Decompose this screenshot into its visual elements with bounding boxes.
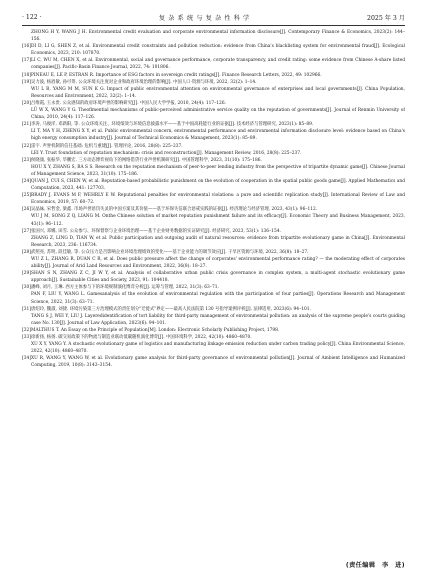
reference-item [22,192,405,206]
reference-number [22,256,31,270]
reference-number [22,213,31,227]
reference-text: 吕维霞, 王永贵. 公众感知的政府环境声誉的影响研究[J]. 中国人民大学学报, 2010, 24(4): 117–126. [31,100,226,106]
reference-text: LI C, WU M, CHEN X, et al. Environmental, social and governance performance, corporate transparency, and credit rating: some evidence from Chinese A-share listed companies[J]. Pacific-Basin Finance Journal, 2022, 74: 101806. [31,58,405,71]
reference-number: [27] [22,228,31,234]
reference-number [22,29,31,43]
reference-item [22,228,405,235]
reference-item [22,57,405,71]
reference-item [22,249,405,256]
reference-text: TANG S J, WEI Y, LIU J. Layeredidentification of tort liability for third-party management of environmental pollution: an analysis of the supreme people's courts guiding case No. 130[J]. Journal of Law Application, 2023(6): 94–101. [31,313,405,326]
issue-date: 2025 年 3 月 [367,14,405,22]
reference-number: [19] [22,79,31,85]
reference-text: ZHANG Z, LING D, TIAN W, et al. Public participation and outgoing audit of natural resources: evidence from tripartite evolutionary game in China[J]. Environmental Research, 2023, 236: 116734. [31,235,405,248]
reference-text: 张国兴, 邓娜, 田雪. 公众参与、环保督察与企业环境治理——基于企业财务数据的实证研究[J]. 经济研究, 2023, 53(1): 136–154. [31,228,281,234]
reference-item [22,72,405,79]
reference-item [22,164,405,178]
reference-text: 吴力波, 杨眉敏, 孙可哿. 公众环境关注度对企业和政府环境治理的影响[J]. 中国人口·资源与环境, 2022, 32(2): 1–14. [31,79,257,85]
reference-item [22,150,405,157]
reference-item [22,100,405,107]
reference-item [22,79,405,86]
reference-text: PAN F, LIU Y, WANG L. Gamesanalysis of the evolution of environmental regulation with the participation of four parties[J]. Operations Research and Management Science, 2022, 31(3): 63–71. [31,292,405,305]
reference-item [22,121,405,128]
reference-item [22,107,405,121]
reference-text: 侯晓康, 张振华, 毕鹏宏. 三方动态博弈视角下的网络借贷行业声誉机制研究[J]. 中国管理科学, 2023, 31(10): 175–186. [31,157,262,163]
reference-text: BRADY J, EVANS M F, WEHRLY E W. Reputational penalties for environmental violations: a pure and scientific replication study[J]. International Review of Law and Economics, 2019, 57: 60–72. [31,193,405,206]
reference-text: SHAN S N, ZHANG Z C, JI W Y, et al. Analysis of collaborative urban public crisis governance in complex system, a multi-agent stochastic evolutionary game approach[J]. Sustainable Cities and Society, 2023, 91: 104418. [31,271,405,284]
reference-text: LEI Y. Trust foundation of reputation mechanism: crisis and reconstruction[J]. Management Review, 2016, 28(8): 225–237. [31,150,302,156]
journal-title: 复 杂 系 统 与 复 杂 性 科 学 [158,14,250,22]
reference-item [22,291,405,305]
reference-item [22,235,405,249]
reference-number: [32] [22,327,31,333]
reference-item [22,270,405,284]
reference-number [22,107,31,121]
reference-number: [20] [22,100,31,106]
reference-text: 李涛, 马俊洋, 邓新阳, 等. 公众环境关注、环境绩效与环境信息披露水平——基于中国高耗能行业的证据[J]. 技术经济与管理研究, 2023(1): 85–89. [31,122,314,128]
reference-item [22,43,405,57]
reference-number: [26] [22,207,31,213]
responsible-editor: (责任编辑 李 进) [345,562,405,569]
reference-number: [29] [22,271,31,277]
reference-item [22,334,405,341]
reference-item [22,327,405,334]
reference-item [22,341,405,355]
reference-text: MALTHUS T. An Essay on the Principle of Population[M]. London: Electronic Scholarly Publishing Project, 1798. [31,327,280,333]
reference-text: 雷宇. 声誉机制的信任基础: 危机与重建[J]. 管理评论, 2016, 28(8): 225–237. [31,143,183,149]
reference-number: [18] [22,72,31,78]
reference-number: [17] [22,58,31,64]
reference-number: [23] [22,157,31,163]
reference-text: WU Z L, ZHANG R, DUAN C R, et al. Does public pressure affect the change of corporates' environmental performance rating? — the moderating effect of corporates ability[J]. Journal of Arid Land Resources and Environment, 2022, 36(8): 18–27. [31,257,405,270]
reference-number: [34] [22,356,31,362]
page-number: · 122 · [22,13,42,21]
reference-item [22,256,405,270]
reference-item [22,86,405,100]
reference-number: [22] [22,143,31,149]
reference-number: [16] [22,44,31,50]
reference-item [22,128,405,142]
reference-number: [25] [22,193,31,199]
reference-text: WU L B, YANG M M, SUN K G. Impact of public environmental attention on environmental governance of enterprises and local governments[J]. China Population, Resources and Environment, 2022, 32(2): 1–14. [31,86,405,99]
reference-item [22,306,405,313]
reference-number [22,341,31,355]
reference-text: WU J M, SONG Z Q, LIANG M. Onthe Chinese solution of market reputation punishment failure and its efficacy[J]. Economic Theory and Business Management, 2023, 43(1): 96–112. [31,214,405,227]
reference-text: XU R, WANG Y, WANG W, et al. Evolutionary game analysis for third-party governance of environmental pollution[J]. Journal of Ambient Intelligence and Humanized Computing, 2019, 10(8): 3143–3154. [31,356,405,369]
reference-number: [33] [22,335,31,341]
reference-item [22,284,405,291]
reference-item [22,355,405,369]
reference-item [22,178,405,192]
reference-text: 唐绍玲, 魏淑, 刘捷. 环境污染第三方治理模式的责任划分"迁徙式"界定——最高人民法院第 130 号指导案例评析[J]. 法律适用, 2023(6): 94–101. [31,306,311,312]
reference-text: PINEAU E, LE P, ESTRAN R. Importance of ESG factors in sovereign credit ratings[J]. Finance Research Letters, 2022, 49: 102966. [31,72,322,78]
reference-text: 吴晶妹, 宋哲金, 梁鑫. 市场声誉惩罚失灵的中国方案及其价值——基于环保失信联合惩戒实践的证据[J]. 经济理论与经济管理, 2023, 43(1): 96–112. [31,207,318,213]
reference-item [22,157,405,164]
reference-item [22,213,405,227]
reference-item [22,29,405,43]
reference-number: [21] [22,122,31,128]
reference-text: XU X Y, YANG Y. A stochastic evolutionary game of logistics and manufacturing linkage emission reduction under carbon trading policy[J]. China Environmental Science, 2022, 42(10): 4860–4870. [31,342,405,355]
reference-text: HOU X Y, ZHANG S, BA S S. Research on the reputation mechanism of peer-to-peer lending industry from the perspective of tripartite dynamic game[J]. Chinese Journal of Management Science, 2023, 31(10): 175–186. [31,164,405,177]
reference-text: LÜ W X, WANG Y G. Theoflmential mechanisms of public-perceived administrative service quality on the reputation of governments[J]. Journal of Renmin University of China, 2010, 24(4): 117–126. [31,108,405,121]
reference-number [22,86,31,100]
reference-text: 武照亮, 苏明, 段佳敏, 等. 公众压力是否影响企业环境治理绩效的变化——基于企业能力的调节效应[J]. 干旱区资源与环境, 2022, 36(8): 18–27. [31,249,309,255]
reference-number: [31] [22,306,31,312]
reference-number: [28] [22,249,31,255]
page-header [22,11,405,23]
reference-text: 潘峰, 刘月, 王琳. 西方主体参与下的环境规制演化博弈分析[J]. 运筹与管理, 2022, 31(3): 63–71. [31,285,219,291]
reference-text: 徐新扬, 杨扬. 碳交易政策下的物流与制造业联动低碳随机演化博弈[J]. 中国环境科学, 2022, 42(10): 4860–4870. [31,335,252,341]
reference-number [22,164,31,178]
reference-number [22,150,31,157]
reference-item [22,206,405,213]
reference-number [22,291,31,305]
reference-number [22,128,31,142]
reference-number [22,313,31,327]
reference-list [22,29,405,545]
reference-item [22,143,405,150]
reference-text: DI D, LI G, SHEN Z, et al. Environmental credit constraints and pollution reduction: evidence from China's blacklisting system for environmental fraud[J]. Ecological Economics, 2023, 210: 107870. [31,44,405,57]
reference-number: [30] [22,285,31,291]
reference-text: LI T, MA Y H, ZHENG X Y, et al. Public environmental concern, environmental performance and environmental information disclosure level: evidence based on China's high energy consumption industry[J]. Journal of Technical Economics & Management, 2023(1): 85–89. [31,129,405,142]
header-rule [22,25,405,26]
reference-number: [24] [22,178,31,184]
reference-text: ZHONG H Y, WANG J H. Environmental credit evaluation and corporate environmental information disclosure[J]. Contemporary Finance & Economics, 2023(2): 144–156. [31,30,405,43]
reference-item [22,313,405,327]
reference-text: QUAN J, CUI S, CHEN W, et al. Reputation-based probabilistic punishment on the evolution of cooperation in the spatial public goods game[J]. Applied Mathematics and Computation, 2023, 441: 127703. [31,178,405,192]
reference-number [22,235,31,249]
